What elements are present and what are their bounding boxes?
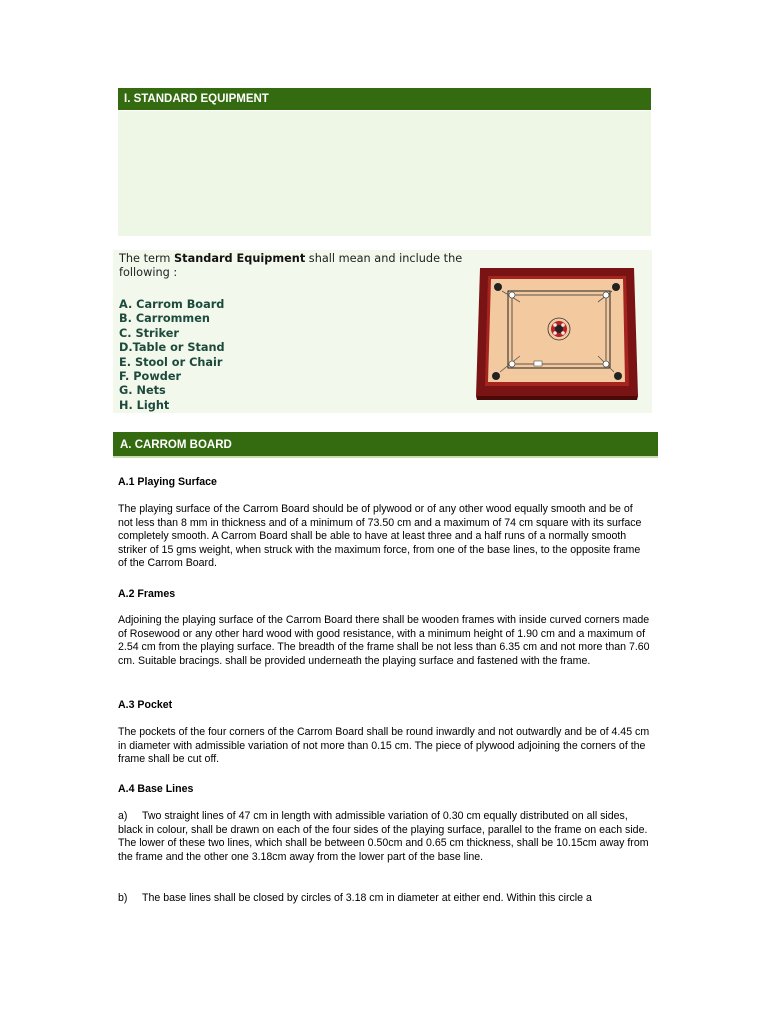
intro-after: shall mean and include the following : <box>119 252 463 280</box>
list-item: H. Light <box>119 398 170 412</box>
item-label: a) <box>118 810 128 822</box>
paragraph-frames: Adjoining the playing surface of the Carrom Board there shall be wooden frames with inside curved corners made of Rosewood or any other hard wood with good resistance, with a minimum height of 1.90 cm and a maximum of 2.54 cm from the playing surface. The breadth of the frame shall be not less than 6.35 cm and not more than 7.60 cm. Suitable bracings. shall be provided underneath the playing surface and fastened with the frame. <box>118 614 650 667</box>
list-item: C. Striker <box>119 326 179 340</box>
section-title-playing-surface: A.1 Playing Surface <box>118 476 217 488</box>
item-label: b) <box>118 892 128 904</box>
list-item: F. Powder <box>119 370 182 384</box>
section-title-frames: A.2 Frames <box>118 588 176 600</box>
intro-text <box>119 252 464 281</box>
intro-before: The term <box>119 252 175 265</box>
item-text: Two straight lines of 47 cm in length with admissible variation of 0.30 cm equally distributed on all sides, black in colour, shall be drawn on each of the four sides of the playing surface, parallel to the frame on each side. The lower of these two lines, which shall be between 0.50cm and 0.65 cm thickness, shall be 10.15cm away from the frame and the other one 3.18cm away from the lower part of the base line. <box>118 810 649 863</box>
item-text: The base lines shall be closed by circles of 3.18 cm in diameter at either end. Within this circle a <box>142 892 592 904</box>
empty-green-panel <box>118 111 651 236</box>
list-item: G. Nets <box>119 384 166 398</box>
paragraph-base-lines-b <box>118 892 650 906</box>
section-title-pocket: A.3 Pocket <box>118 699 173 711</box>
carrom-board-illustration <box>474 268 640 401</box>
section-header-standard-equipment: I. STANDARD EQUIPMENT <box>118 88 651 110</box>
list-item: A. Carrom Board <box>119 298 225 311</box>
list-item: E. Stool or Chair <box>119 355 223 369</box>
paragraph-base-lines-a <box>118 810 650 864</box>
list-item: B. Carrommen <box>119 312 210 326</box>
list-item: D.Table or Stand <box>119 341 225 355</box>
intro-bold: Standard Equipment <box>174 252 306 265</box>
paragraph-playing-surface: The playing surface of the Carrom Board should be of plywood or of any other wood equally smooth and be of not less than 8 mm in thickness and of a minimum of 73.50 cm and a maximum of 74 cm square with its surface completely smooth. A Carrom Board shall be able to have at least three and a half runs of a normally smooth striker of 15 gms weight, when struck with the maximum force, from one of the base lines, to the opposite frame of the Carrom Board. <box>118 503 642 570</box>
section-title-base-lines: A.4 Base Lines <box>118 783 194 795</box>
paragraph-pocket: The pockets of the four corners of the Carrom Board shall be round inwardly and not outwardly and be of 4.45 cm in diameter with admissible variation of not more than 0.15 cm. The piece of plywood adjoining the corners of the frame shall be cut off. <box>118 726 650 766</box>
equipment-list <box>119 298 225 413</box>
section-header-carrom-board: A. CARROM BOARD <box>113 432 658 458</box>
